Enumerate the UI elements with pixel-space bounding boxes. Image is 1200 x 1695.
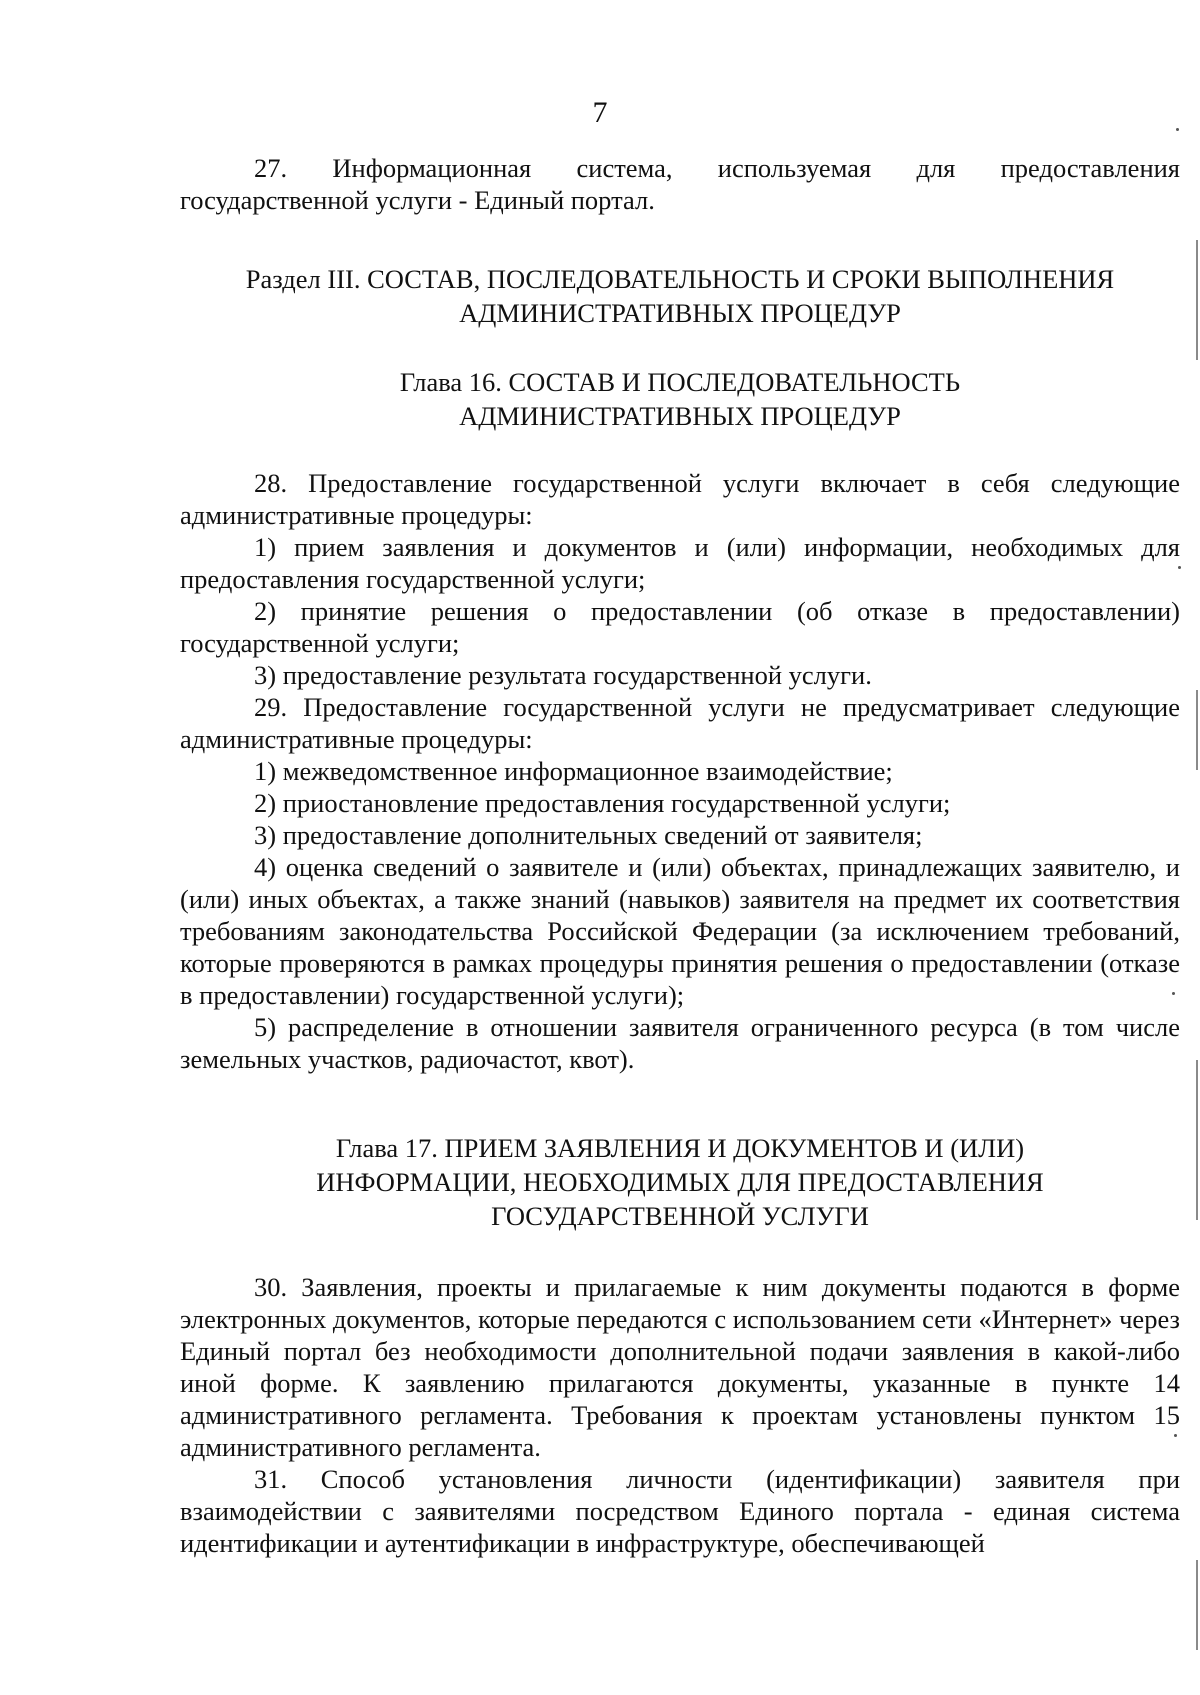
chapter-16-heading-line-2: АДМИНИСТРАТИВНЫХ ПРОЦЕДУР	[459, 401, 901, 431]
paragraph-29-list	[180, 755, 1180, 1075]
scan-mark	[1196, 690, 1198, 770]
chapter-17-heading-line-3: ГОСУДАРСТВЕННОЙ УСЛУГИ	[491, 1201, 869, 1231]
document-body	[180, 152, 1180, 1559]
chapter-17-heading-line-2: ИНФОРМАЦИИ, НЕОБХОДИМЫХ ДЛЯ ПРЕДОСТАВЛЕНИЯ	[316, 1167, 1044, 1197]
chapter-17-heading-line-1: Глава 17. ПРИЕМ ЗАЯВЛЕНИЯ И ДОКУМЕНТОВ И (ИЛИ)	[335, 1133, 1025, 1163]
list-item: 2) принятие решения о предоставлении (об отказе в предоставлении) государственной услуги;	[180, 596, 1180, 658]
paragraph-28-list	[180, 531, 1180, 691]
scan-speck	[1176, 128, 1179, 131]
list-item: 5) распределение в отношении заявителя ограниченного ресурса (в том числе земельных участков, радиочастот, квот).	[180, 1012, 1180, 1074]
list-item: 2) приостановление предоставления государственной услуги;	[254, 788, 951, 818]
scan-edge-marks	[1194, 0, 1200, 1695]
page-number: 7	[592, 96, 608, 129]
paragraph-27: 27. Информационная система, используемая для предоставления государственной услуги - Единый портал.	[180, 153, 1180, 215]
list-item: 1) прием заявления и документов и (или) информации, необходимых для предоставления государственной услуги;	[180, 532, 1180, 594]
scan-mark	[1196, 1060, 1198, 1220]
chapter-16-heading-line-1: Глава 16. СОСТАВ И ПОСЛЕДОВАТЕЛЬНОСТЬ	[399, 367, 961, 397]
section-heading-line-1: Раздел III. СОСТАВ, ПОСЛЕДОВАТЕЛЬНОСТЬ И СРОКИ ВЫПОЛНЕНИЯ	[245, 264, 1115, 294]
paragraph-28: 28. Предоставление государственной услуги включает в себя следующие административные процедуры:	[180, 468, 1180, 530]
list-item: 1) межведомственное информационное взаимодействие;	[254, 756, 893, 786]
paragraph-30: 30. Заявления, проекты и прилагаемые к ним документы подаются в форме электронных документов, которые передаются с использованием сети «Интернет» через Единый портал без необходимости дополнительной подачи заявления в какой-либо иной форме. К заявлению прилагаются документы, указанные в пункте 14 административного регламента. Требования к проектам установлены пунктом 15 административного регламента.	[180, 1272, 1180, 1462]
scan-mark	[1196, 240, 1198, 360]
paragraph-31: 31. Способ установления личности (идентификации) заявителя при взаимодействии с заявителями посредством Единого портала - единая система идентификации и аутентификации в инфраструктуре, обеспечивающей	[180, 1464, 1180, 1558]
chapter-16-heading	[180, 365, 1180, 433]
scan-speck	[1174, 1434, 1177, 1437]
scan-mark	[1196, 1560, 1198, 1650]
list-item: 3) предоставление дополнительных сведений от заявителя;	[254, 820, 923, 850]
list-item: 4) оценка сведений о заявителе и (или) объектах, принадлежащих заявителю, и (или) иных объектах, а также знаний (навыков) заявителя на предмет их соответствия требованиям законодательства Российской Федерации (за исключением требований, которые проверяются в рамках процедуры принятия решения о предоставлении (отказе в предоставлении) государственной услуги);	[180, 852, 1180, 1010]
section-heading-line-2: АДМИНИСТРАТИВНЫХ ПРОЦЕДУР	[459, 298, 901, 328]
list-item: 3) предоставление результата государственной услуги.	[254, 660, 872, 690]
scan-speck	[1178, 566, 1181, 569]
section-heading	[180, 262, 1180, 330]
scan-speck	[1172, 992, 1175, 995]
chapter-17-heading	[180, 1131, 1180, 1233]
paragraph-29: 29. Предоставление государственной услуги не предусматривает следующие административные процедуры:	[180, 692, 1180, 754]
